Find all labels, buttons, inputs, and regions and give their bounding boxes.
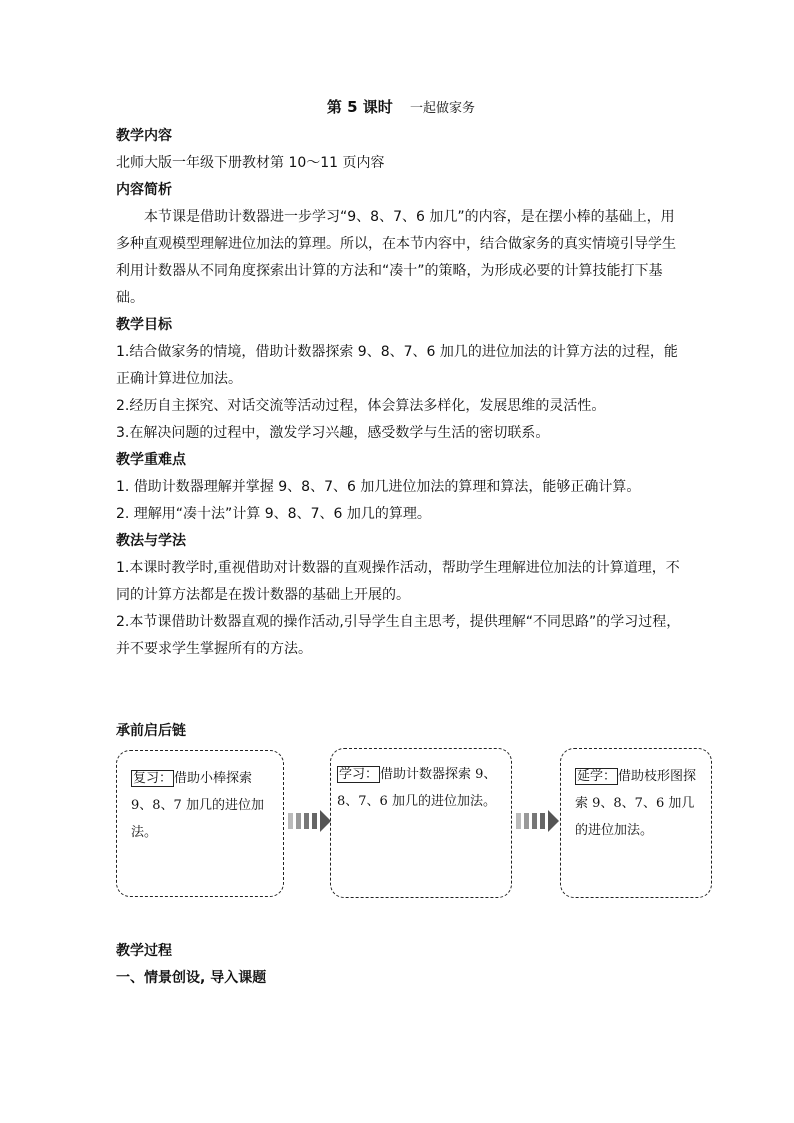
- analysis-text: 本节课是借助计数器进一步学习“9、8、7、6 加几”的内容，是在摆小棒的基础上，用多种直观模型理解进位加法的算理。所以，在本节内容中，结合做家务的真实情境引导学生利用计数器从不同角度探索出计算的方法和“凑十”的策略，为形成必要的计算技能打下基础。: [116, 209, 676, 306]
- arrow-right-icon: [516, 810, 559, 832]
- chain-title: 承前启后链: [116, 723, 186, 739]
- review-label: 复习：: [133, 771, 173, 786]
- chain-box-review: [116, 750, 284, 897]
- goal-item: 2.经历自主探究、对话交流等活动过程，体会算法多样化，发展思维的灵活性。: [116, 398, 606, 414]
- extend-text: 借助枝形图探索 9、8、7、6 加几的进位加法。: [575, 769, 697, 838]
- extend-label: 延学：: [577, 769, 617, 784]
- method-item: 2.本节课借助计数器直观的操作活动,引导学生自主思考，提供理解“不同思路”的学习过程，并不要求学生掌握所有的方法。: [116, 614, 681, 657]
- key-item: 1. 借助计数器理解并掌握 9、8、7、6 加几进位加法的算理和算法，能够正确计算。: [116, 479, 641, 495]
- lesson-title: [116, 96, 686, 117]
- chain-box-learn-text: [337, 761, 503, 815]
- goal-item: 1.结合做家务的情境，借助计数器探索 9、8、7、6 加几的进位加法的计算方法的过程，能正确计算进位加法。: [116, 344, 678, 387]
- learn-label: 学习：: [339, 767, 379, 782]
- goal-item: 3.在解决问题的过程中，激发学习兴趣，感受数学与生活的密切联系。: [116, 425, 550, 441]
- document-body: [116, 96, 686, 663]
- heading-content: 教学内容: [116, 128, 172, 144]
- chain-box-review-text: [131, 765, 275, 846]
- heading-key-points: 教学重难点: [116, 452, 186, 468]
- lesson-number: 第 5 课时: [326, 98, 393, 116]
- chain-box-learn: [330, 748, 512, 898]
- heading-analysis: 内容简析: [116, 182, 172, 198]
- heading-goals: 教学目标: [116, 317, 172, 333]
- chain-box-extend-text: [575, 763, 703, 844]
- heading-methods: 教法与学法: [116, 533, 186, 549]
- key-item: 2. 理解用“凑十法”计算 9、8、7、6 加几的算理。: [116, 506, 431, 522]
- content-text: 北师大版一年级下册教材第 10～11 页内容: [116, 155, 385, 171]
- chain-box-extend: [560, 748, 712, 898]
- heading-process: 教学过程: [116, 943, 172, 959]
- arrow-right-icon: [288, 810, 331, 832]
- step-heading: 一、情景创设, 导入课题: [116, 970, 267, 986]
- lesson-subtitle: 一起做家务: [410, 101, 476, 116]
- method-item: 1.本课时教学时,重视借助对计数器的直观操作活动，帮助学生理解进位加法的计算道理，不同的计算方法都是在拨计数器的基础上开展的。: [116, 560, 680, 603]
- learn-text: 借助计数器探索 9、8、7、6 加几的进位加法。: [337, 767, 497, 809]
- review-text: 借助小棒探索 9、8、7 加几的进位加法。: [131, 771, 264, 840]
